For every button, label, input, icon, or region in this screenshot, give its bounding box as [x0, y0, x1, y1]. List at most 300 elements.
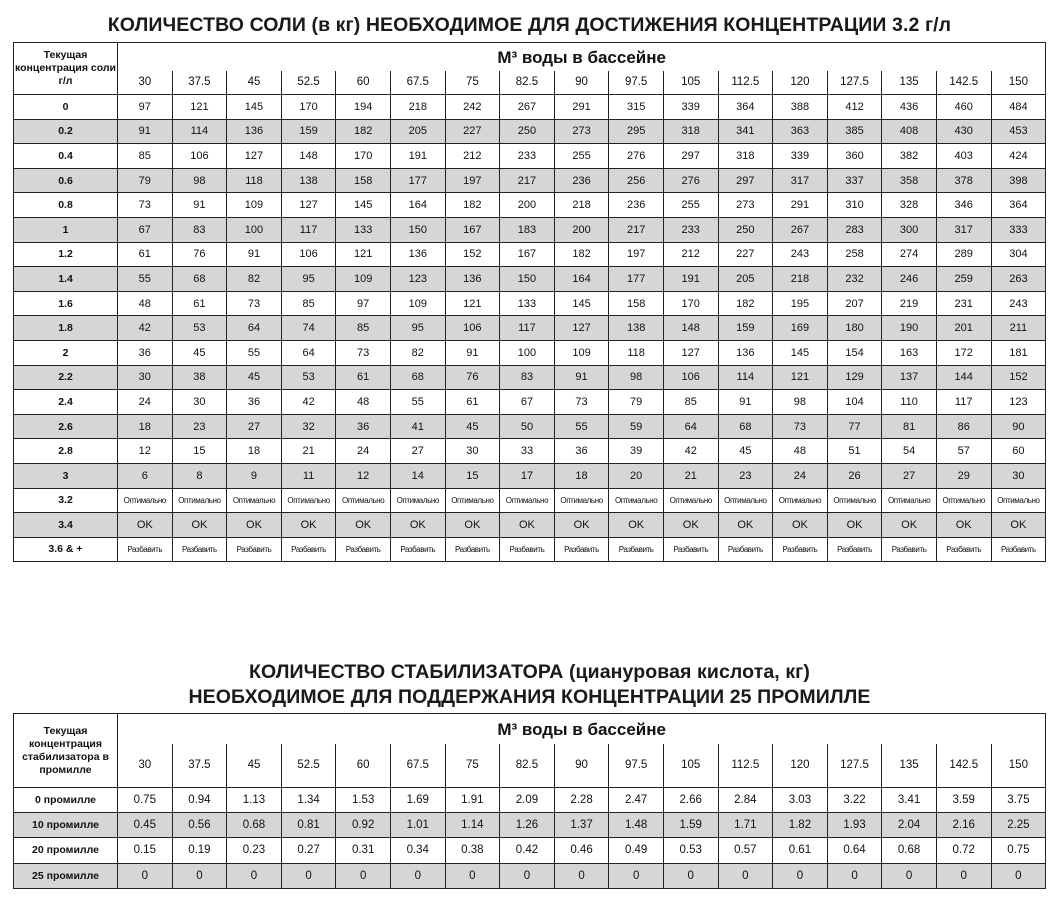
row-label: 2.2 — [14, 365, 118, 390]
table-cell: 104 — [827, 390, 882, 415]
table-cell: 100 — [500, 340, 555, 365]
table-cell: 242 — [445, 95, 500, 120]
table-row — [14, 390, 1046, 415]
table-cell: 8 — [172, 463, 227, 488]
table-cell: 36 — [554, 439, 609, 464]
table-cell: 136 — [227, 119, 282, 144]
table-cell: 91 — [118, 119, 173, 144]
table-cell: 243 — [991, 291, 1046, 316]
table-cell: 148 — [663, 316, 718, 341]
table-cell: 0 — [500, 863, 555, 888]
table-cell: 1.69 — [390, 788, 445, 813]
table-cell: 150 — [500, 267, 555, 292]
row-label: 3.6 & + — [14, 537, 118, 562]
table-cell: 177 — [390, 168, 445, 193]
volume-header-cell: 45 — [227, 71, 282, 95]
table-cell: 12 — [336, 463, 391, 488]
table-row — [14, 813, 1046, 838]
table-cell: 83 — [172, 217, 227, 242]
table-cell: 304 — [991, 242, 1046, 267]
volume-header-cell: 82.5 — [500, 744, 555, 788]
table-cell: 9 — [227, 463, 282, 488]
table-row — [14, 439, 1046, 464]
table-cell: 2.47 — [609, 788, 664, 813]
table-cell: 0 — [390, 863, 445, 888]
table-row — [14, 267, 1046, 292]
table-cell: 182 — [718, 291, 773, 316]
table-cell: 48 — [118, 291, 173, 316]
table-cell: 0.68 — [882, 838, 937, 863]
salt-table-title: КОЛИЧЕСТВО СОЛИ (в кг) НЕОБХОДИМОЕ ДЛЯ ДОСТИЖЕНИЯ КОНЦЕНТРАЦИИ 3.2 г/л — [107, 14, 952, 36]
table-cell: 36 — [118, 340, 173, 365]
table-cell: 218 — [390, 95, 445, 120]
table-cell: Разбавить — [172, 537, 227, 562]
table-cell: 2.66 — [663, 788, 718, 813]
table-cell: 145 — [773, 340, 828, 365]
table-cell: OK — [445, 513, 500, 538]
table-cell: 85 — [118, 144, 173, 169]
table-cell: 346 — [936, 193, 991, 218]
table-cell: 1.14 — [445, 813, 500, 838]
table-cell: 170 — [281, 95, 336, 120]
table-cell: Разбавить — [827, 537, 882, 562]
table-cell: OK — [609, 513, 664, 538]
table-cell: 3.22 — [827, 788, 882, 813]
table-cell: 81 — [882, 414, 937, 439]
table-cell: 1.91 — [445, 788, 500, 813]
row-label: 0.6 — [14, 168, 118, 193]
table-cell: 30 — [172, 390, 227, 415]
table-cell: 45 — [172, 340, 227, 365]
table-cell: 169 — [773, 316, 828, 341]
table-cell: 53 — [281, 365, 336, 390]
table-cell: 233 — [663, 217, 718, 242]
table-cell: 0 — [991, 863, 1046, 888]
volume-header-cell: 52.5 — [281, 744, 336, 788]
table-cell: 85 — [663, 390, 718, 415]
table-cell: 358 — [882, 168, 937, 193]
table-cell: 27 — [882, 463, 937, 488]
table-cell: 73 — [336, 340, 391, 365]
table-cell: 76 — [445, 365, 500, 390]
row-label: 1.2 — [14, 242, 118, 267]
table-cell: OK — [991, 513, 1046, 538]
row-label: 1.4 — [14, 267, 118, 292]
table-cell: 0.81 — [281, 813, 336, 838]
table-cell: 30 — [118, 365, 173, 390]
table-cell: OK — [554, 513, 609, 538]
table-cell: 27 — [227, 414, 282, 439]
table-cell: 197 — [609, 242, 664, 267]
table-cell: 0 — [554, 863, 609, 888]
volume-header-cell: 112.5 — [718, 71, 773, 95]
stabilizer-table — [13, 713, 1046, 889]
table-cell: 82 — [227, 267, 282, 292]
table-cell: 0.68 — [227, 813, 282, 838]
table-cell: 1.53 — [336, 788, 391, 813]
table-cell: 121 — [172, 95, 227, 120]
row-label: 0.4 — [14, 144, 118, 169]
table-cell: 167 — [500, 242, 555, 267]
table-cell: 118 — [227, 168, 282, 193]
table-row — [14, 513, 1046, 538]
table-cell: 197 — [445, 168, 500, 193]
table-cell: Разбавить — [991, 537, 1046, 562]
table-row — [14, 463, 1046, 488]
salt-corner-label: Текущая концентрация соли г/л — [14, 43, 118, 95]
table-cell: 77 — [827, 414, 882, 439]
table-cell: 453 — [991, 119, 1046, 144]
table-cell: 0.64 — [827, 838, 882, 863]
table-cell: 106 — [172, 144, 227, 169]
table-cell: 424 — [991, 144, 1046, 169]
table-cell: 61 — [172, 291, 227, 316]
table-cell: 283 — [827, 217, 882, 242]
volume-header-cell: 142.5 — [936, 71, 991, 95]
row-label: 0 — [14, 95, 118, 120]
table-cell: 127 — [554, 316, 609, 341]
table-row — [14, 242, 1046, 267]
table-cell: 3.41 — [882, 788, 937, 813]
table-cell: 267 — [773, 217, 828, 242]
table-cell: 200 — [554, 217, 609, 242]
table-cell: Разбавить — [609, 537, 664, 562]
table-cell: 0.15 — [118, 838, 173, 863]
table-cell: 110 — [882, 390, 937, 415]
table-cell: 57 — [936, 439, 991, 464]
volume-header-cell: 75 — [445, 744, 500, 788]
table-cell: 1.71 — [718, 813, 773, 838]
table-cell: 341 — [718, 119, 773, 144]
table-cell: 436 — [882, 95, 937, 120]
table-cell: 246 — [882, 267, 937, 292]
table-cell: 152 — [991, 365, 1046, 390]
table-cell: 144 — [936, 365, 991, 390]
table-cell: 18 — [118, 414, 173, 439]
table-row — [14, 838, 1046, 863]
table-cell: Оптимально — [445, 488, 500, 513]
table-cell: 17 — [500, 463, 555, 488]
table-cell: 11 — [281, 463, 336, 488]
table-cell: 29 — [936, 463, 991, 488]
table-cell: 95 — [281, 267, 336, 292]
table-cell: 159 — [718, 316, 773, 341]
table-cell: 398 — [991, 168, 1046, 193]
table-cell: Разбавить — [718, 537, 773, 562]
table-cell: 273 — [554, 119, 609, 144]
table-cell: 318 — [663, 119, 718, 144]
table-cell: 195 — [773, 291, 828, 316]
table-cell: 137 — [882, 365, 937, 390]
stabilizer-title-line1: КОЛИЧЕСТВО СТАБИЛИЗАТОРА (циануровая кислота, кг) — [248, 661, 810, 683]
table-cell: 430 — [936, 119, 991, 144]
table-cell: 2.09 — [500, 788, 555, 813]
table-cell: Оптимально — [281, 488, 336, 513]
table-row — [14, 340, 1046, 365]
volume-header-cell: 37.5 — [172, 71, 227, 95]
table-cell: OK — [936, 513, 991, 538]
table-cell: 42 — [663, 439, 718, 464]
table-cell: 51 — [827, 439, 882, 464]
table-cell: 118 — [609, 340, 664, 365]
table-cell: 74 — [281, 316, 336, 341]
table-cell: OK — [227, 513, 282, 538]
table-cell: OK — [663, 513, 718, 538]
table-cell: 30 — [445, 439, 500, 464]
volume-header-cell: 30 — [118, 744, 173, 788]
table-cell: 15 — [445, 463, 500, 488]
volume-header-cell: 135 — [882, 744, 937, 788]
table-cell: 64 — [227, 316, 282, 341]
table-cell: 360 — [827, 144, 882, 169]
table-cell: 181 — [991, 340, 1046, 365]
table-cell: 106 — [445, 316, 500, 341]
table-cell: 12 — [118, 439, 173, 464]
table-row — [14, 365, 1046, 390]
table-cell: 382 — [882, 144, 937, 169]
table-cell: 158 — [609, 291, 664, 316]
table-cell: 0.92 — [336, 813, 391, 838]
table-row — [14, 291, 1046, 316]
table-row — [14, 537, 1046, 562]
table-row — [14, 488, 1046, 513]
table-row — [14, 863, 1046, 888]
table-cell: Оптимально — [227, 488, 282, 513]
table-cell: 297 — [663, 144, 718, 169]
table-cell: 295 — [609, 119, 664, 144]
row-label: 2.6 — [14, 414, 118, 439]
table-cell: OK — [718, 513, 773, 538]
table-cell: 95 — [390, 316, 445, 341]
table-cell: Разбавить — [281, 537, 336, 562]
table-cell: 0.72 — [936, 838, 991, 863]
table-cell: 27 — [390, 439, 445, 464]
table-cell: 6 — [118, 463, 173, 488]
table-cell: 378 — [936, 168, 991, 193]
table-cell: 170 — [663, 291, 718, 316]
table-cell: 276 — [609, 144, 664, 169]
table-row — [14, 414, 1046, 439]
table-row — [14, 144, 1046, 169]
table-cell: 182 — [554, 242, 609, 267]
table-cell: 85 — [336, 316, 391, 341]
volume-header-cell: 90 — [554, 71, 609, 95]
table-cell: 180 — [827, 316, 882, 341]
table-cell: 172 — [936, 340, 991, 365]
table-cell: 73 — [554, 390, 609, 415]
table-cell: 412 — [827, 95, 882, 120]
table-cell: 0.49 — [609, 838, 664, 863]
table-cell: 2.28 — [554, 788, 609, 813]
table-cell: 194 — [336, 95, 391, 120]
table-cell: 263 — [991, 267, 1046, 292]
table-cell: 48 — [336, 390, 391, 415]
table-cell: 159 — [281, 119, 336, 144]
table-cell: 30 — [991, 463, 1046, 488]
volume-header-cell: 150 — [991, 744, 1046, 788]
table-row — [14, 95, 1046, 120]
table-cell: 363 — [773, 119, 828, 144]
volume-header-cell: 120 — [773, 744, 828, 788]
table-cell: 2.16 — [936, 813, 991, 838]
table-cell: 21 — [281, 439, 336, 464]
table-cell: 170 — [336, 144, 391, 169]
table-cell: 0.75 — [118, 788, 173, 813]
table-cell: 129 — [827, 365, 882, 390]
table-cell: 24 — [336, 439, 391, 464]
volume-header-cell: 112.5 — [718, 744, 773, 788]
table-cell: 0.94 — [172, 788, 227, 813]
table-cell: 364 — [718, 95, 773, 120]
table-cell: 1.26 — [500, 813, 555, 838]
table-cell: Разбавить — [882, 537, 937, 562]
table-cell: 250 — [718, 217, 773, 242]
table-cell: 45 — [445, 414, 500, 439]
table-cell: 45 — [718, 439, 773, 464]
table-cell: Оптимально — [827, 488, 882, 513]
table-cell: 339 — [663, 95, 718, 120]
table-cell: 317 — [773, 168, 828, 193]
table-cell: 217 — [609, 217, 664, 242]
table-cell: 61 — [336, 365, 391, 390]
table-cell: 388 — [773, 95, 828, 120]
table-cell: Оптимально — [390, 488, 445, 513]
table-cell: 164 — [390, 193, 445, 218]
volume-header-cell: 97.5 — [609, 744, 664, 788]
table-cell: 145 — [227, 95, 282, 120]
table-cell: 32 — [281, 414, 336, 439]
table-cell: 48 — [773, 439, 828, 464]
salt-volume-header: M³ воды в бассейне — [118, 43, 1046, 71]
table-cell: 109 — [227, 193, 282, 218]
table-cell: OK — [336, 513, 391, 538]
row-label: 1.8 — [14, 316, 118, 341]
row-label: 2.4 — [14, 390, 118, 415]
table-cell: 233 — [500, 144, 555, 169]
table-cell: 403 — [936, 144, 991, 169]
table-cell: 145 — [554, 291, 609, 316]
table-cell: OK — [500, 513, 555, 538]
table-cell: Оптимально — [991, 488, 1046, 513]
table-cell: 64 — [663, 414, 718, 439]
table-cell: 21 — [663, 463, 718, 488]
stabilizer-corner-label: Текущая концентрация стабилизатора в промилле — [14, 714, 118, 788]
table-cell: 67 — [118, 217, 173, 242]
table-cell: 190 — [882, 316, 937, 341]
volume-header-cell: 82.5 — [500, 71, 555, 95]
table-row — [14, 788, 1046, 813]
table-cell: 24 — [773, 463, 828, 488]
table-cell: 91 — [445, 340, 500, 365]
table-cell: 98 — [172, 168, 227, 193]
table-cell: 109 — [554, 340, 609, 365]
table-cell: 121 — [773, 365, 828, 390]
row-label: 1 — [14, 217, 118, 242]
table-cell: 98 — [773, 390, 828, 415]
row-label: 0 промилле — [14, 788, 118, 813]
table-cell: 236 — [609, 193, 664, 218]
table-cell: 207 — [827, 291, 882, 316]
table-cell: OK — [172, 513, 227, 538]
table-cell: Оптимально — [118, 488, 173, 513]
table-cell: 211 — [991, 316, 1046, 341]
table-cell: Разбавить — [773, 537, 828, 562]
table-cell: 232 — [827, 267, 882, 292]
table-cell: 274 — [882, 242, 937, 267]
table-cell: 2.84 — [718, 788, 773, 813]
row-label: 0.8 — [14, 193, 118, 218]
table-cell: Разбавить — [936, 537, 991, 562]
table-cell: 23 — [172, 414, 227, 439]
table-cell: 36 — [336, 414, 391, 439]
table-cell: 364 — [991, 193, 1046, 218]
volume-header-cell: 90 — [554, 744, 609, 788]
table-cell: 76 — [172, 242, 227, 267]
table-cell: 50 — [500, 414, 555, 439]
table-cell: 98 — [609, 365, 664, 390]
table-cell: 121 — [445, 291, 500, 316]
table-cell: Разбавить — [336, 537, 391, 562]
table-cell: 154 — [827, 340, 882, 365]
table-cell: Оптимально — [773, 488, 828, 513]
table-cell: 1.48 — [609, 813, 664, 838]
table-cell: 0 — [663, 863, 718, 888]
table-cell: 0 — [718, 863, 773, 888]
table-cell: 33 — [500, 439, 555, 464]
table-cell: 0 — [936, 863, 991, 888]
table-cell: 255 — [663, 193, 718, 218]
stabilizer-header-row — [14, 714, 1046, 744]
table-cell: 36 — [227, 390, 282, 415]
table-cell: OK — [882, 513, 937, 538]
table-cell: 0.45 — [118, 813, 173, 838]
table-cell: Оптимально — [718, 488, 773, 513]
volume-header-cell: 67.5 — [390, 744, 445, 788]
table-cell: 1.37 — [554, 813, 609, 838]
table-cell: 318 — [718, 144, 773, 169]
table-cell: 68 — [172, 267, 227, 292]
table-cell: 73 — [773, 414, 828, 439]
table-cell: 133 — [336, 217, 391, 242]
table-cell: 0 — [773, 863, 828, 888]
table-cell: 250 — [500, 119, 555, 144]
table-cell: 217 — [500, 168, 555, 193]
table-cell: 18 — [554, 463, 609, 488]
table-cell: 42 — [118, 316, 173, 341]
table-cell: 54 — [882, 439, 937, 464]
row-label: 2 — [14, 340, 118, 365]
table-cell: 0 — [882, 863, 937, 888]
table-cell: 205 — [390, 119, 445, 144]
table-cell: 121 — [336, 242, 391, 267]
table-cell: 73 — [118, 193, 173, 218]
table-cell: 117 — [936, 390, 991, 415]
table-cell: 24 — [118, 390, 173, 415]
table-cell: 205 — [718, 267, 773, 292]
table-cell: 0.34 — [390, 838, 445, 863]
table-cell: 337 — [827, 168, 882, 193]
table-cell: 218 — [554, 193, 609, 218]
table-cell: 68 — [718, 414, 773, 439]
table-cell: 83 — [500, 365, 555, 390]
table-cell: 61 — [118, 242, 173, 267]
table-cell: Разбавить — [227, 537, 282, 562]
table-cell: Оптимально — [663, 488, 718, 513]
table-cell: 55 — [390, 390, 445, 415]
table-cell: 117 — [500, 316, 555, 341]
table-cell: 231 — [936, 291, 991, 316]
table-cell: 18 — [227, 439, 282, 464]
